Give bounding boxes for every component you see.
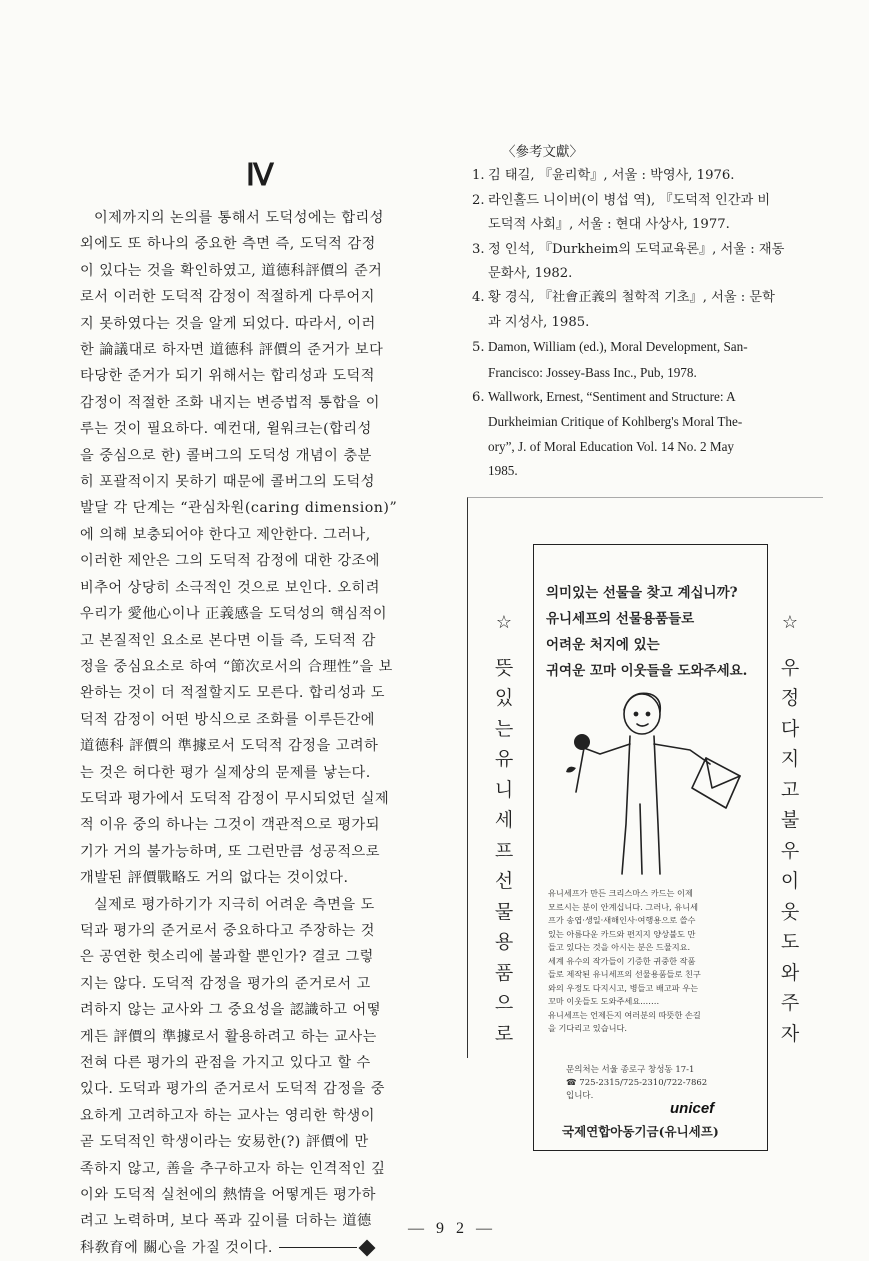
- ad-contact-line: ☎ 725-2315/725-2310/722-7862: [566, 1078, 708, 1088]
- body-line: 로서 이러한 도덕적 감정이 적절하게 다루어지: [80, 289, 375, 306]
- body-line: 개발된 評價戰略도 거의 없다는 것이었다.: [80, 870, 349, 887]
- body-line: 전혀 다른 평가의 관점을 가지고 있다고 할 수: [80, 1055, 371, 1071]
- ad-description-line: 세계 유수의 작가들이 기증한 귀중한 작품: [548, 955, 696, 966]
- references-title: 〈參考文獻〉: [502, 144, 583, 160]
- reference-item: 도덕적 사회』, 서울 : 현대 사상사, 1977.: [488, 217, 730, 233]
- ad-contact-line: 문의처는 서울 종로구 창성동 17-1: [566, 1065, 695, 1075]
- vertical-char: 다: [780, 717, 800, 740]
- ad-headline-line: 의미있는 선물을 찾고 계십니까?: [546, 585, 738, 601]
- vertical-char: 물: [494, 900, 514, 923]
- body-line: 이제까지의 논의를 통해서 도덕성에는 합리성: [94, 210, 384, 226]
- vertical-char: 유: [494, 748, 514, 770]
- body-line: 지는 않다. 도덕적 감정을 평가의 준거로서 고: [80, 975, 371, 992]
- vertical-char: 와: [780, 961, 800, 984]
- reference-item: Francisco: Jossey-Bass Inc., Pub, 1978.: [488, 364, 697, 380]
- reference-item: [472, 164, 832, 188]
- body-line: 에 의해 보충되어야 한다고 제안한다. 그러나,: [80, 526, 371, 543]
- reference-text: 정 인석, 『Durkheim의 도덕교육론』, 서울 : 재동: [488, 241, 785, 257]
- body-line: 는 것은 허다한 평가 실제상의 문제를 낳는다.: [80, 764, 371, 781]
- paragraph-2: [80, 892, 450, 1261]
- body-line: 도덕과 평가에서 도덕적 감정이 무시되었던 실제: [80, 790, 390, 807]
- vertical-char: 로: [494, 1022, 514, 1045]
- ad-headline-line: 어려운 처지에 있는: [546, 637, 660, 653]
- ad-description-line: 꼬마 이웃들도 도와주세요.……: [548, 996, 660, 1006]
- body-line: 비추어 상당히 소극적인 것으로 보인다. 오히려: [80, 579, 380, 596]
- ad-description-line: 들로 제작된 유니세프의 선물용품들로 친구: [548, 969, 701, 979]
- ad-description-line: 모르시는 분이 안계십니다. 그러나, 유니세: [548, 901, 699, 912]
- ad-description-line: 들고 있다는 것을 아시는 분은 드물지요.: [548, 942, 691, 952]
- reference-item: [472, 238, 832, 262]
- end-rule: [279, 1247, 357, 1248]
- vertical-char: 선: [494, 870, 514, 892]
- vertical-char: 자: [780, 1022, 800, 1045]
- reference-item: [472, 335, 832, 360]
- body-line: 한 論議대로 하자면 道德科 評價의 준거가 보다: [80, 342, 384, 359]
- ad-headline-line: 귀여운 꼬마 이웃들을 도와주세요.: [546, 663, 748, 679]
- reference-text: 황 경식, 『社會正義의 철학적 기초』, 서울 : 문학: [488, 290, 775, 306]
- vertical-char: 고: [780, 778, 800, 801]
- body-line: 루는 것이 필요하다. 예컨대, 윌워크는(합리성: [80, 421, 372, 438]
- vertical-char: 뜻: [494, 656, 514, 679]
- section-number: Ⅳ: [246, 159, 272, 192]
- body-line: 이 있다는 것을 확인하였고, 道德科評價의 준거: [80, 262, 383, 279]
- ad-contact: [566, 1064, 707, 1103]
- vertical-char: 지: [780, 748, 800, 770]
- body-line: 려고 노력하며, 보다 폭과 깊이를 더하는 道德: [80, 1213, 372, 1230]
- body-line: 려하지 않는 교사와 그 중요성을 認識하고 어떻: [80, 1002, 381, 1019]
- vertical-char: 세: [494, 809, 514, 831]
- star-icon: ☆: [495, 612, 513, 633]
- body-line: 발달 각 단계는 “관심차원(caring dimension)”: [80, 500, 398, 517]
- ad-description-line: 유니세프가 만든 크리스마스 카드는 이제: [548, 888, 693, 898]
- reference-number: 3.: [472, 241, 485, 257]
- body-line: 이와 도덕적 실천에의 熱情을 어떻게든 평가하: [80, 1187, 376, 1204]
- vertical-char: 니: [494, 778, 514, 801]
- reference-item: [472, 385, 832, 410]
- ad-left-vertical-text: [491, 608, 517, 1049]
- vertical-char: 불: [780, 809, 800, 831]
- vertical-char: 품: [494, 961, 514, 984]
- body-line: 지 못하였다는 것을 알게 되었다. 따라서, 이러: [80, 315, 376, 332]
- page-number: — 9 2 —: [408, 1220, 496, 1237]
- vertical-char: 도: [780, 931, 800, 953]
- body-line: 道德科 評價의 準據로서 도덕적 감정을 고려하: [80, 738, 379, 755]
- reference-item: Durkheimian Critique of Kohlberg's Moral The-: [488, 414, 743, 430]
- vertical-char: 있: [494, 687, 514, 709]
- vertical-char: 주: [780, 992, 800, 1014]
- ad-description-line: 을 기다리고 있습니다.: [548, 1023, 627, 1033]
- body-line: 고 본질적인 요소로 본다면 이들 즉, 도덕적 감: [80, 632, 376, 649]
- reference-item: 과 지성사, 1985.: [488, 314, 590, 330]
- reference-text: Damon, William (ed.), Moral Development, San-: [488, 339, 748, 355]
- body-line: 이러한 제안은 그의 도덕적 감정에 대한 강조에: [80, 553, 380, 570]
- body-line: 타당한 준거가 되기 위해서는 합리성과 도덕적: [80, 368, 375, 385]
- reference-item: [472, 286, 832, 310]
- ad-description-line: 유니세프는 언제든지 여러분의 따뜻한 손길: [548, 1009, 701, 1020]
- body-line: 히 포괄적이지 못하기 때문에 콜버그의 도덕성: [80, 474, 375, 491]
- body-line: 덕적 감정이 어떤 방식으로 조화를 이루든간에: [80, 711, 375, 728]
- body-line: 외에도 또 하나의 중요한 측면 즉, 도덕적 감정: [80, 236, 376, 253]
- body-line: 科敎育에 關心을 가질 것이다.: [80, 1235, 450, 1261]
- ad-description-line: 와의 우정도 다지시고, 병들고 배고파 우는: [548, 982, 699, 993]
- body-line: 요하게 고려하고자 하는 교사는 영리한 학생이: [80, 1107, 375, 1124]
- reference-list: [472, 164, 832, 483]
- vertical-char: 프: [494, 839, 514, 862]
- body-line: 있다. 도덕과 평가의 준거로서 도덕적 감정을 중: [80, 1081, 385, 1098]
- ad-description: [548, 887, 764, 1036]
- body-line: 실제로 평가하기가 지극히 어려운 측면을 도: [94, 896, 375, 913]
- ad-description-line: 프가 송엽·생일·새해인사·여행용으로 쓸수: [548, 915, 696, 925]
- reference-number: 1.: [472, 168, 485, 184]
- star-icon: ☆: [781, 612, 799, 633]
- ad-right-vertical-text: [777, 608, 803, 1049]
- child-drawing-illustration: [560, 684, 760, 884]
- vertical-char: 는: [494, 717, 514, 740]
- body-line: 기가 거의 불가능하며, 또 그런만큼 성공적으로: [80, 843, 380, 860]
- body-line: 우리가 愛他心이나 正義感을 도덕성의 핵심적이: [80, 606, 388, 623]
- body-line: 완하는 것이 더 적절할지도 모른다. 합리성과 도: [80, 685, 385, 702]
- ad-headline: [546, 580, 747, 684]
- reference-item: [472, 189, 832, 213]
- vertical-char: 우: [780, 656, 800, 679]
- reference-text: 김 태길, 『윤리학』, 서울 : 박영사, 1976.: [488, 168, 735, 184]
- body-line: 은 공연한 헛소리에 불과할 뿐인가? 결코 그렇: [80, 949, 374, 966]
- references: [472, 140, 832, 484]
- unicef-logo: unicef: [670, 1100, 715, 1117]
- ad-headline-line: 유니세프의 선물용품들로: [546, 611, 695, 627]
- reference-text: 라인홀드 니이버(이 병섭 역), 『도덕적 인간과 비: [488, 192, 771, 208]
- body-column: [80, 205, 450, 1261]
- body-line: 정을 중심요소로 하여 “節次로서의 合理性”을 보: [80, 658, 393, 675]
- body-line: 곧 도덕적인 학생이라는 安易한(?) 評價에 만: [80, 1134, 369, 1151]
- body-line: 을 중심으로 한) 콜버그의 도덕성 개념이 충분: [80, 447, 372, 464]
- paragraph-1: [80, 205, 450, 892]
- vertical-char: 용: [494, 931, 514, 953]
- vertical-char: 으: [494, 992, 514, 1014]
- body-line: 덕과 평가의 준거로서 중요하다고 주장하는 것: [80, 922, 375, 939]
- reference-item: 1985.: [488, 463, 518, 479]
- vertical-char: 우: [780, 839, 800, 862]
- vertical-char: 정: [780, 687, 800, 709]
- body-line: 감정이 적절한 조화 내지는 변증법적 통합을 이: [80, 394, 380, 411]
- body-line: 게든 評價의 準據로서 활용하려고 하는 교사는: [80, 1028, 377, 1045]
- end-diamond-icon: [358, 1239, 375, 1256]
- vertical-char: 이: [780, 870, 800, 892]
- reference-item: ory”, J. of Moral Education Vol. 14 No. 2 May: [488, 438, 735, 454]
- reference-number: 6.: [472, 390, 485, 406]
- reference-text: Wallwork, Ernest, “Sentiment and Structure: A: [488, 389, 736, 405]
- reference-number: 2.: [472, 192, 485, 208]
- reference-number: 4.: [472, 290, 485, 306]
- reference-item: 문화사, 1982.: [488, 266, 573, 282]
- vertical-char: 웃: [780, 900, 800, 923]
- body-line: 적 이유 중의 하나는 그것이 객관적으로 평가되: [80, 817, 380, 834]
- ad-description-line: 있는 아름다운 카드와 편지지 양상불도 만: [548, 928, 696, 939]
- body-line: 족하지 않고, 善을 추구하고자 하는 인격적인 깊: [80, 1160, 386, 1177]
- ad-organization: 국제연합아동기금(유니세프): [562, 1124, 719, 1139]
- reference-number: 5.: [472, 340, 485, 356]
- ad-contact-line: 입니다.: [566, 1091, 594, 1101]
